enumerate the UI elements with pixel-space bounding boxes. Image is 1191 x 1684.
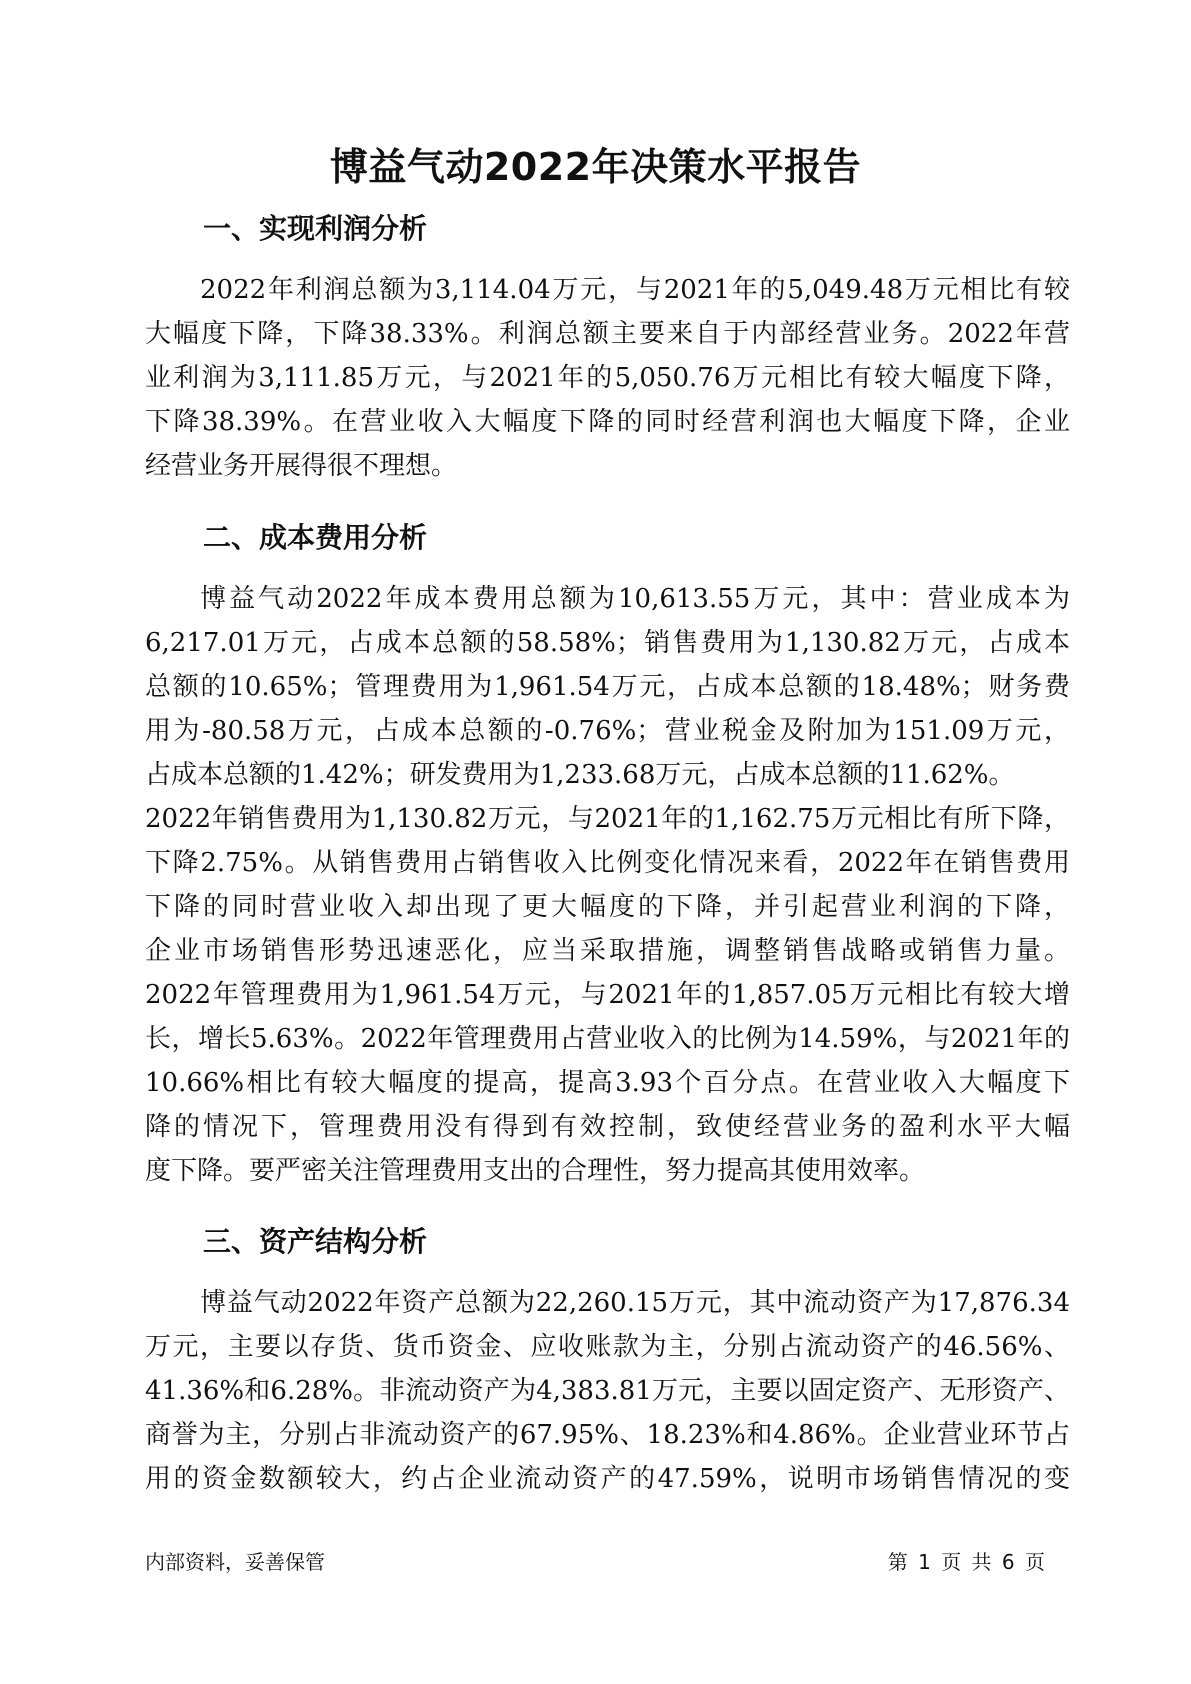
footer-page-number: 第 1 页 共 6 页 bbox=[887, 1550, 1045, 1574]
paragraph-line: 用为-80.58万元，占成本总额的-0.76%；营业税金及附加为151.09万元， bbox=[145, 716, 1070, 746]
paragraph-line: 2022年销售费用为1,130.82万元，与2021年的1,162.75万元相比有所下降， bbox=[145, 804, 1070, 834]
footer-confidential-note: 内部资料，妥善保管 bbox=[145, 1550, 325, 1574]
paragraph-line: 下降2.75%。从销售费用占销售收入比例变化情况来看，2022年在销售费用 bbox=[145, 848, 1070, 878]
paragraph-line: 占成本总额的1.42%；研发费用为1,233.68万元，占成本总额的11.62%。 bbox=[145, 760, 1015, 790]
paragraph-line: 2022年管理费用为1,961.54万元，与2021年的1,857.05万元相比有较大增 bbox=[145, 980, 1070, 1010]
paragraph-line: 6,217.01万元，占成本总额的58.58%；销售费用为1,130.82万元，占成本 bbox=[145, 628, 1070, 658]
paragraph-line: 经营业务开展得很不理想。 bbox=[145, 451, 458, 481]
paragraph-line: 41.36%和6.28%。非流动资产为4,383.81万元，主要以固定资产、无形资产、 bbox=[145, 1376, 1070, 1406]
paragraph-line: 博益气动2022年资产总额为22,260.15万元，其中流动资产为17,876.34 bbox=[200, 1288, 1070, 1318]
paragraph-line: 商誉为主，分别占非流动资产的67.95%、18.23%和4.86%。企业营业环节占 bbox=[145, 1420, 1070, 1450]
paragraph-line: 用的资金数额较大，约占企业流动资产的47.59%，说明市场销售情况的变 bbox=[145, 1464, 1070, 1494]
paragraph-line: 总额的10.65%；管理费用为1,961.54万元，占成本总额的18.48%；财务费 bbox=[145, 672, 1070, 702]
paragraph-line: 下降的同时营业收入却出现了更大幅度的下降，并引起营业利润的下降， bbox=[145, 892, 1070, 922]
paragraph-line: 大幅度下降，下降38.33%。利润总额主要来自于内部经营业务。2022年营 bbox=[145, 319, 1070, 349]
paragraph-line: 降的情况下，管理费用没有得到有效控制，致使经营业务的盈利水平大幅 bbox=[145, 1112, 1070, 1142]
paragraph-line: 长，增长5.63%。2022年管理费用占营业收入的比例为14.59%，与2021年的 bbox=[145, 1024, 1070, 1054]
paragraph-line: 企业市场销售形势迅速恶化，应当采取措施，调整销售战略或销售力量。 bbox=[145, 936, 1070, 966]
paragraph-line: 2022年利润总额为3,114.04万元，与2021年的5,049.48万元相比有较 bbox=[200, 275, 1070, 305]
paragraph-line: 业利润为3,111.85万元，与2021年的5,050.76万元相比有较大幅度下降， bbox=[145, 363, 1070, 393]
paragraph-line: 度下降。要严密关注管理费用支出的合理性，努力提高其使用效率。 bbox=[145, 1156, 926, 1186]
section-heading-assets: 三、资产结构分析 bbox=[203, 1225, 428, 1258]
section-heading-profit: 一、实现利润分析 bbox=[203, 212, 428, 245]
paragraph-line: 下降38.39%。在营业收入大幅度下降的同时经营利润也大幅度下降，企业 bbox=[145, 407, 1070, 437]
paragraph-line: 10.66%相比有较大幅度的提高，提高3.93个百分点。在营业收入大幅度下 bbox=[145, 1068, 1070, 1098]
paragraph-line: 万元，主要以存货、货币资金、应收账款为主，分别占流动资产的46.56%、 bbox=[145, 1332, 1070, 1362]
section-heading-cost: 二、成本费用分析 bbox=[203, 521, 428, 554]
document-title: 博益气动2022年决策水平报告 bbox=[329, 145, 862, 189]
paragraph-line: 博益气动2022年成本费用总额为10,613.55万元，其中：营业成本为 bbox=[200, 584, 1070, 614]
